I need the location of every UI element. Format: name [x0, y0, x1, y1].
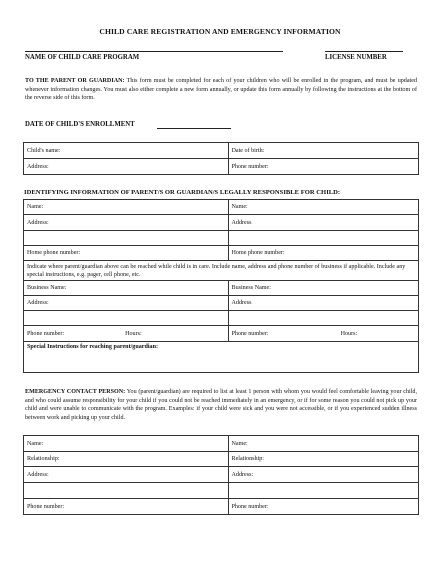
- emergency-address-right-cont[interactable]: [228, 483, 419, 499]
- business-name-left-field[interactable]: Business Name:: [24, 281, 229, 296]
- enrollment-date-line: [157, 128, 231, 129]
- child-phone-field[interactable]: Phone number:: [228, 159, 419, 175]
- parent-address-left-field[interactable]: Address:: [24, 215, 229, 231]
- emergency-paragraph: [25, 388, 417, 422]
- business-hours-left-label: Hours:: [125, 330, 142, 337]
- business-phone-right-field[interactable]: [228, 326, 419, 342]
- parents-heading: IDENTIFYING INFORMATION OF PARENT/S OR GUARDIAN/S LEGALLY RESPONSIBLE FOR CHILD:: [24, 189, 341, 196]
- parent-address-right-field[interactable]: Address: [228, 215, 419, 231]
- emergency-text: You (parent/guardian) are required to list at least 1 person with whom you would feel comfortable leaving your child, and who could assume responsibility for your child if you could not be reached immediately in an emergency, or if for some reason you could not pick up your child and were unable to communicate with the program. Examples: if your child were sick and you were not accessible, or if you experienced sudden illness between work and picking up your child.: [25, 389, 417, 421]
- intro-paragraph: [25, 77, 417, 103]
- child-address-field[interactable]: Address:: [24, 159, 229, 175]
- business-name-right-field[interactable]: Business Name:: [228, 281, 419, 296]
- program-name-line: [25, 51, 283, 52]
- business-phone-right-label: Phone number:: [231, 330, 269, 337]
- intro-text: This form must be completed for each of your children who will be enrolled in the program, and must be updated whenever information changes. You must also either complete a new form annually, or update this form annually by following the instructions at the bottom of the reverse side of this form.: [25, 78, 417, 102]
- emergency-table: [23, 435, 419, 515]
- parent-home-phone-right-field[interactable]: Home phone number:: [228, 246, 419, 261]
- enrollment-date-label: DATE OF CHILD'S ENROLLMENT: [25, 121, 135, 128]
- emergency-relationship-left-field[interactable]: Relationship:: [24, 452, 229, 467]
- emergency-phone-right-field[interactable]: Phone number:: [228, 499, 419, 515]
- intro-heading: TO THE PARENT OR GUARDIAN:: [25, 78, 125, 84]
- parent-name-left-field[interactable]: Name:: [24, 200, 229, 215]
- child-dob-field[interactable]: Date of birth:: [228, 143, 419, 159]
- special-instructions-field[interactable]: Special Instructions for reaching parent/guardian:: [24, 342, 419, 373]
- business-address-left-cont[interactable]: [24, 311, 229, 326]
- emergency-name-right-field[interactable]: Name:: [228, 436, 419, 452]
- child-info-table: [23, 142, 419, 175]
- business-address-left-field[interactable]: Address:: [24, 296, 229, 311]
- parents-table: [23, 199, 419, 373]
- emergency-relationship-right-field[interactable]: Relationship:: [228, 452, 419, 467]
- emergency-address-right-field[interactable]: Address:: [228, 467, 419, 483]
- form-title: CHILD CARE REGISTRATION AND EMERGENCY INFORMATION: [99, 27, 341, 36]
- parent-home-phone-left-field[interactable]: Home phone number:: [24, 246, 229, 261]
- parent-address-right-cont[interactable]: [228, 231, 419, 246]
- emergency-phone-left-field[interactable]: Phone number:: [24, 499, 229, 515]
- emergency-address-left-field[interactable]: Address:: [24, 467, 229, 483]
- emergency-address-left-cont[interactable]: [24, 483, 229, 499]
- child-name-field[interactable]: Child's name:: [24, 143, 229, 159]
- business-phone-left-label: Phone number:: [27, 330, 65, 337]
- emergency-name-left-field[interactable]: Name:: [24, 436, 229, 452]
- program-name-label: NAME OF CHILD CARE PROGRAM: [25, 54, 140, 61]
- business-hours-right-label: Hours:: [340, 330, 358, 337]
- license-number-label: LICENSE NUMBER: [325, 54, 387, 61]
- parent-address-left-cont[interactable]: [24, 231, 229, 246]
- business-address-right-cont[interactable]: [228, 311, 419, 326]
- business-address-right-field[interactable]: Address: [228, 296, 419, 311]
- emergency-heading: EMERGENCY CONTACT PERSON:: [25, 389, 126, 395]
- parent-name-right-field[interactable]: Name:: [228, 200, 419, 215]
- license-number-line: [325, 51, 403, 52]
- parent-contact-note: Indicate where parent/guardian above can be reached while child is in care. Include name, address and phone number of business if applicable. Include any special instructions, e.g. pager, cell phone, etc.: [24, 261, 419, 281]
- business-phone-left-field[interactable]: [24, 326, 229, 342]
